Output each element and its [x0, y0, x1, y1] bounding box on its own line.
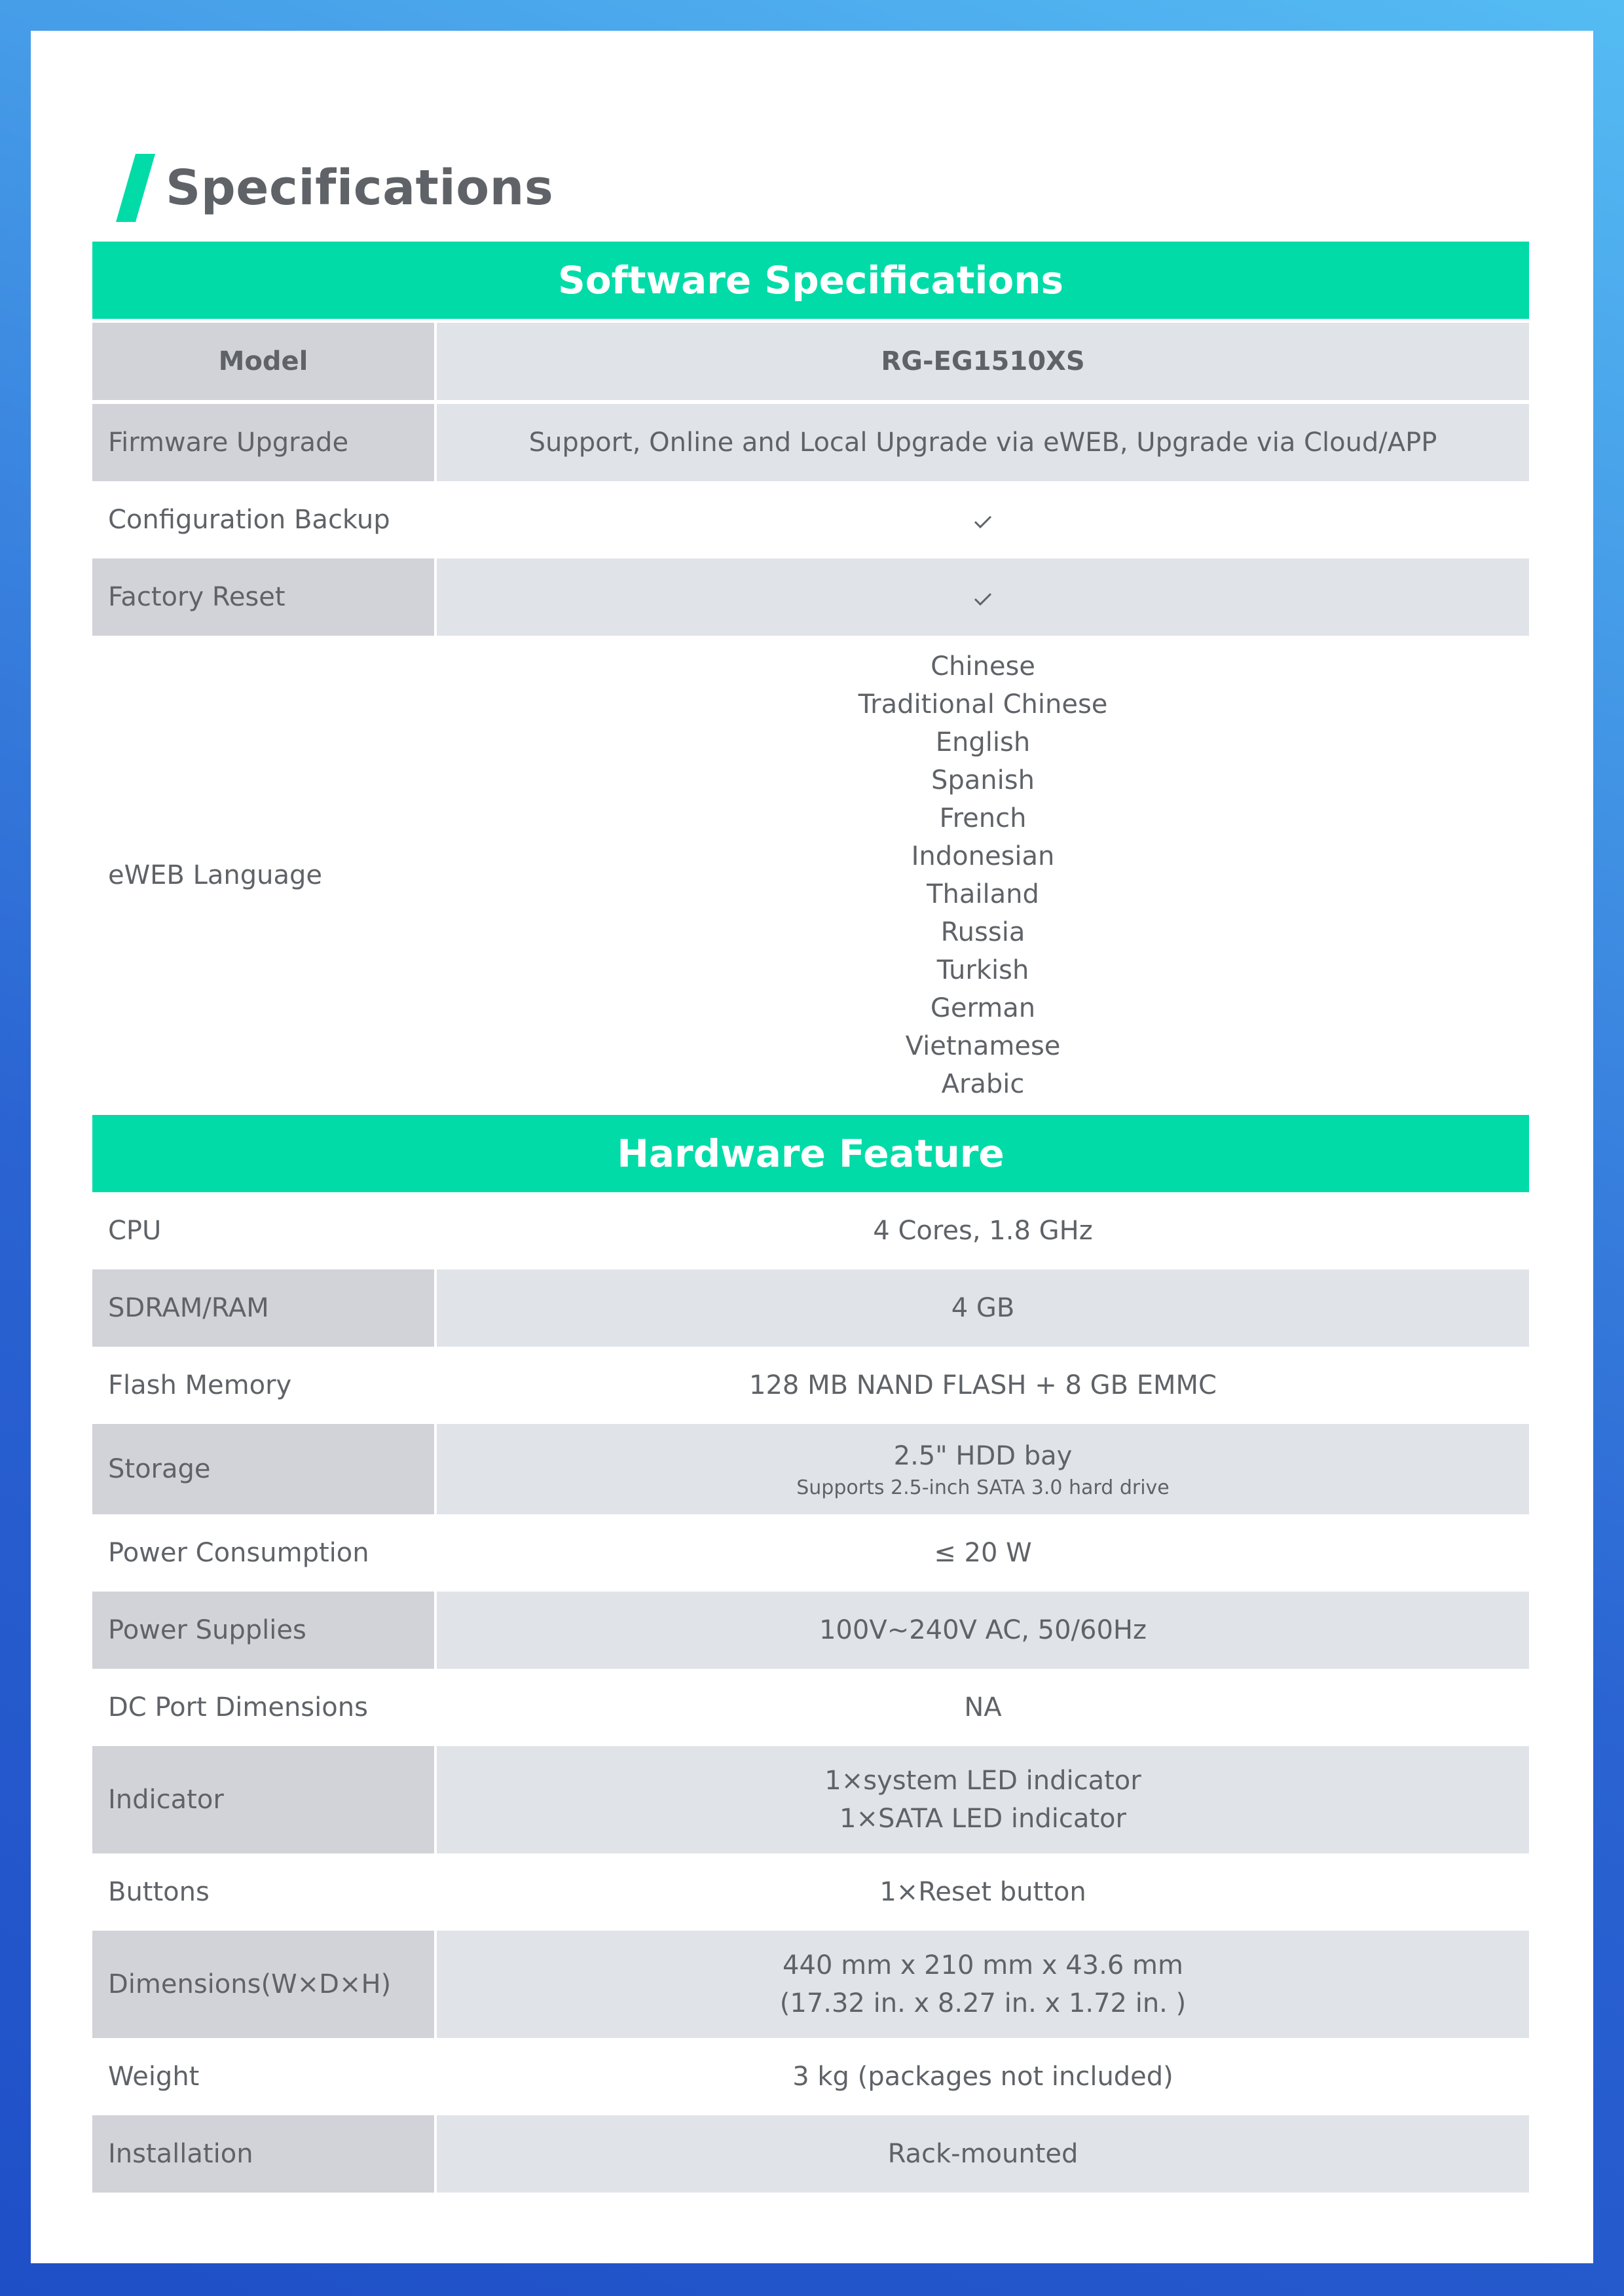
hardware-section-title: Hardware Feature — [92, 1115, 1529, 1192]
firmware-upgrade-row — [92, 404, 1529, 481]
dimensions-row — [92, 1931, 1529, 2038]
dimensions-imperial: (17.32 in. x 8.27 in. x 1.72 in. ) — [779, 1988, 1187, 2018]
firmware-upgrade-label: Firmware Upgrade — [92, 404, 437, 481]
spec-table — [92, 242, 1529, 2193]
dc-port-value: NA — [437, 1669, 1529, 1746]
power-supplies-value: 100V~240V AC, 50/60Hz — [437, 1592, 1529, 1669]
software-section-title: Software Specifications — [92, 242, 1529, 319]
storage-value-note: Supports 2.5-inch SATA 3.0 hard drive — [796, 1476, 1170, 1499]
ram-row — [92, 1269, 1529, 1347]
language-item: Traditional Chinese — [858, 689, 1108, 720]
installation-row — [92, 2115, 1529, 2193]
flash-memory-row — [92, 1347, 1529, 1424]
installation-value: Rack-mounted — [437, 2115, 1529, 2193]
buttons-value: 1×Reset button — [437, 1853, 1529, 1931]
language-item: Chinese — [931, 651, 1035, 682]
model-value: RG-EG1510XS — [437, 323, 1529, 400]
factory-reset-label: Factory Reset — [92, 558, 437, 636]
indicator-line: 1×SATA LED indicator — [840, 1804, 1126, 1834]
language-item: Spanish — [931, 765, 1035, 795]
model-label: Model — [92, 323, 437, 400]
indicator-line: 1×system LED indicator — [824, 1766, 1141, 1796]
indicator-row — [92, 1746, 1529, 1853]
storage-value-main: 2.5" HDD bay — [893, 1441, 1073, 1471]
language-item: Thailand — [927, 879, 1039, 909]
flash-memory-label: Flash Memory — [92, 1347, 437, 1424]
power-consumption-label: Power Consumption — [92, 1514, 437, 1592]
accent-slash-icon — [116, 154, 155, 222]
language-item: Russia — [940, 917, 1025, 947]
dc-port-row — [92, 1669, 1529, 1746]
storage-value — [437, 1424, 1529, 1514]
language-item: Turkish — [936, 955, 1029, 985]
power-supplies-row — [92, 1592, 1529, 1669]
model-row — [92, 323, 1529, 400]
checkmark-icon — [972, 510, 994, 532]
ram-value: 4 GB — [437, 1269, 1529, 1347]
indicator-value — [437, 1746, 1529, 1853]
spec-sheet-page — [31, 31, 1593, 2263]
power-consumption-value: ≤ 20 W — [437, 1514, 1529, 1592]
factory-reset-value — [437, 558, 1529, 636]
checkmark-icon — [972, 587, 994, 610]
power-consumption-row — [92, 1514, 1529, 1592]
cpu-label: CPU — [92, 1192, 437, 1269]
page-heading — [116, 149, 553, 227]
ram-label: SDRAM/RAM — [92, 1269, 437, 1347]
weight-value: 3 kg (packages not included) — [437, 2038, 1529, 2115]
indicator-label: Indicator — [92, 1746, 437, 1853]
language-item: Arabic — [941, 1069, 1025, 1099]
language-item: Vietnamese — [905, 1031, 1061, 1061]
dimensions-metric: 440 mm x 210 mm x 43.6 mm — [783, 1950, 1183, 1980]
eweb-language-label: eWEB Language — [92, 636, 437, 1115]
configuration-backup-label: Configuration Backup — [92, 481, 437, 558]
dc-port-label: DC Port Dimensions — [92, 1669, 437, 1746]
firmware-upgrade-value: Support, Online and Local Upgrade via eWEB, Upgrade via Cloud/APP — [437, 404, 1529, 481]
storage-row — [92, 1424, 1529, 1514]
page-title: Specifications — [166, 160, 554, 216]
flash-memory-value: 128 MB NAND FLASH + 8 GB EMMC — [437, 1347, 1529, 1424]
installation-label: Installation — [92, 2115, 437, 2193]
power-supplies-label: Power Supplies — [92, 1592, 437, 1669]
storage-label: Storage — [92, 1424, 437, 1514]
software-section-header — [92, 242, 1529, 319]
language-item: English — [935, 727, 1031, 757]
hardware-section-header — [92, 1115, 1529, 1192]
configuration-backup-row — [92, 481, 1529, 558]
cpu-row — [92, 1192, 1529, 1269]
eweb-language-list — [437, 636, 1529, 1115]
cpu-value: 4 Cores, 1.8 GHz — [437, 1192, 1529, 1269]
buttons-row — [92, 1853, 1529, 1931]
language-item: German — [930, 993, 1036, 1023]
language-item: Indonesian — [911, 841, 1055, 871]
configuration-backup-value — [437, 481, 1529, 558]
weight-label: Weight — [92, 2038, 437, 2115]
buttons-label: Buttons — [92, 1853, 437, 1931]
dimensions-value — [437, 1931, 1529, 2038]
dimensions-label: Dimensions(W×D×H) — [92, 1931, 437, 2038]
factory-reset-row — [92, 558, 1529, 636]
language-item: French — [939, 803, 1027, 833]
eweb-language-row — [92, 636, 1529, 1115]
weight-row — [92, 2038, 1529, 2115]
